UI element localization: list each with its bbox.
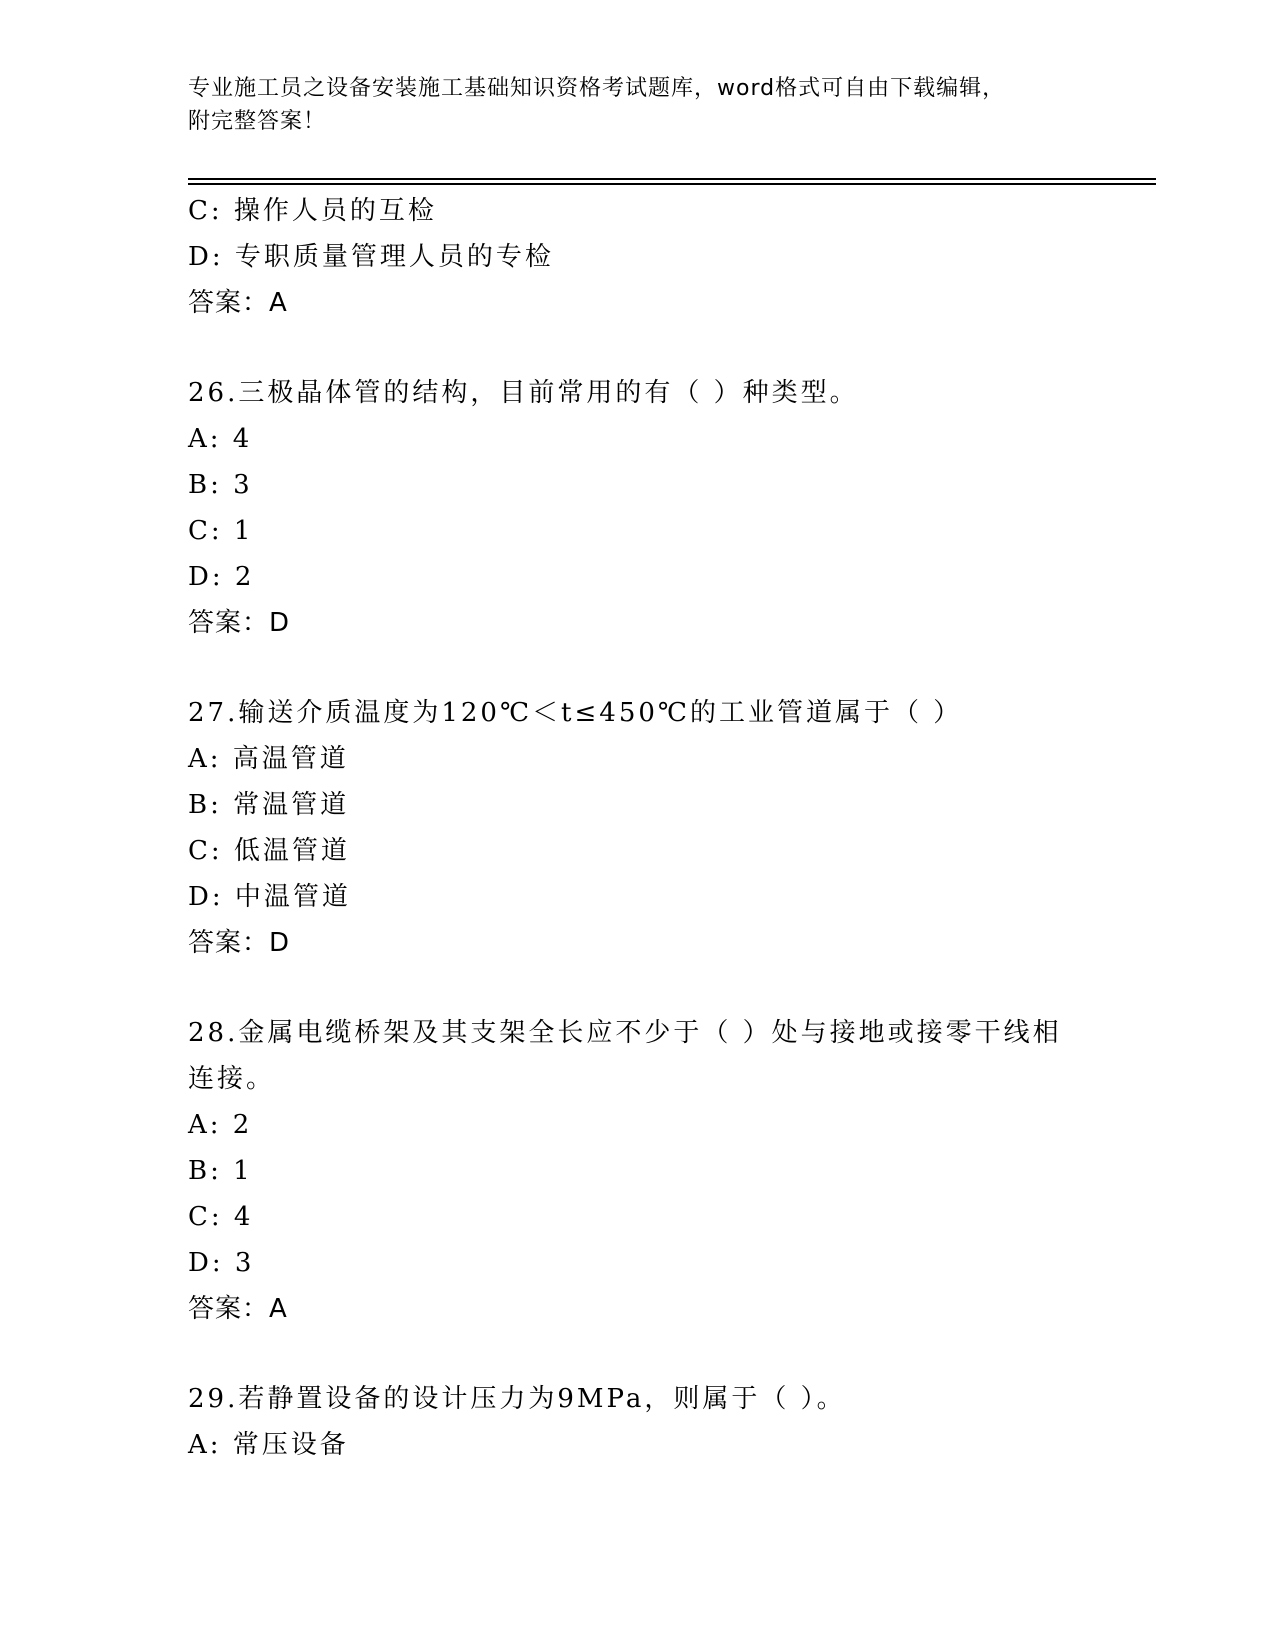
question-list: [188, 188, 1148, 1468]
option-a: A: 高温管道: [188, 744, 349, 774]
question-28: [188, 1010, 1148, 1332]
spacer: [188, 966, 1148, 1010]
question-text-line-2: 连接。: [188, 1064, 276, 1094]
header-divider-bottom: [188, 183, 1156, 185]
question-text-line-1: 28.金属电缆桥架及其支架全长应不少于（ ）处与接地或接零干线相: [188, 1018, 1062, 1048]
option-a: A: 4: [188, 424, 253, 454]
spacer: [188, 646, 1148, 690]
answer: 答案：A: [188, 1294, 288, 1324]
header-divider-top: [188, 178, 1156, 180]
option-d: D: 中温管道: [188, 882, 351, 912]
option-a: A: 常压设备: [188, 1430, 349, 1460]
question-26: [188, 370, 1148, 646]
answer: 答案：D: [188, 608, 291, 638]
option-c: C: 1: [188, 516, 254, 546]
header-line-1: 专业施工员之设备安装施工基础知识资格考试题库，word格式可自由下载编辑，: [188, 76, 1006, 101]
option-d: D: 专职质量管理人员的专检: [188, 242, 554, 272]
option-b: B: 1: [188, 1156, 253, 1186]
option-d: D: 2: [188, 562, 255, 592]
question-text: 26.三极晶体管的结构，目前常用的有（ ）种类型。: [188, 378, 859, 408]
option-b: B: 常温管道: [188, 790, 350, 820]
question-25: [188, 188, 1148, 326]
option-b: B: 3: [188, 470, 253, 500]
option-c: C: 低温管道: [188, 836, 350, 866]
answer: 答案：D: [188, 928, 291, 958]
header-line-2: 附完整答案！: [188, 109, 327, 134]
document-header: [188, 72, 1088, 138]
option-a: A: 2: [188, 1110, 253, 1140]
spacer: [188, 326, 1148, 370]
option-c: C: 4: [188, 1202, 254, 1232]
question-text: 29.若静置设备的设计压力为9MPa，则属于（ ）。: [188, 1384, 846, 1414]
question-29: [188, 1376, 1148, 1468]
question-text: 27.输送介质温度为120℃＜t≤450℃的工业管道属于（ ）: [188, 698, 963, 728]
answer: 答案：A: [188, 288, 288, 318]
option-c: C: 操作人员的互检: [188, 196, 437, 226]
spacer: [188, 1332, 1148, 1376]
option-d: D: 3: [188, 1248, 255, 1278]
question-27: [188, 690, 1148, 966]
